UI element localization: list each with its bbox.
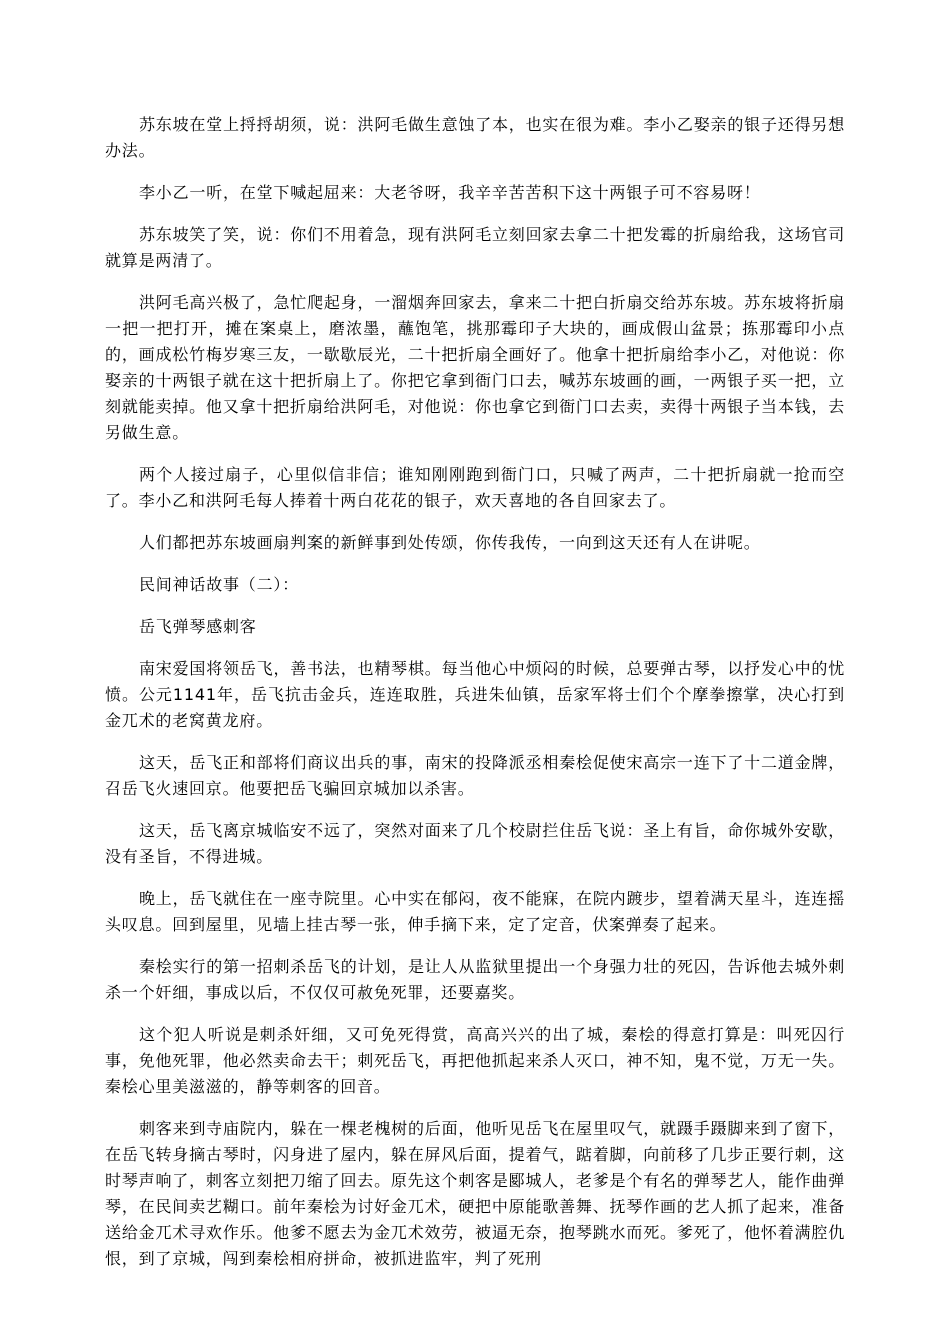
paragraph-5: 两个人接过扇子，心里似信非信；谁知刚刚跑到衙门口，只喊了两声，二十把折扇就一抢而空了。李小乙和洪阿毛每人捧着十两白花花的银子，欢天喜地的各自回家去了。: [105, 465, 845, 510]
story-title: 岳飞弹琴感刺客: [139, 617, 257, 636]
paragraph-1: 苏东坡在堂上捋捋胡须，说：洪阿毛做生意蚀了本，也实在很为难。李小乙娶亲的银子还得另想办法。: [105, 115, 845, 160]
paragraph-13: 秦桧实行的第一招刺杀岳飞的计划，是让人从监狱里提出一个身强力壮的死囚，告诉他去城外刺杀一个奸细，事成以后，不仅仅可赦免死罪，还要嘉奖。: [105, 957, 845, 1002]
paragraph-6: 人们都把苏东坡画扇判案的新鲜事到处传颂，你传我传，一向到这天还有人在讲呢。: [139, 533, 761, 552]
paragraph-12: 晚上，岳飞就住在一座寺院里。心中实在郁闷，夜不能寐，在院内踱步，望着满天星斗，连连摇头叹息。回到屋里，见墙上挂古琴一张，伸手摘下来，定了定音，伏案弹奏了起来。: [105, 889, 845, 934]
document-body: [105, 112, 845, 1272]
paragraph-10: 这天，岳飞正和部将们商议出兵的事，南宋的投降派丞相秦桧促使宋高宗一连下了十二道金牌，召岳飞火速回京。他要把岳飞骗回京城加以杀害。: [105, 753, 845, 798]
paragraph-4: 洪阿毛高兴极了，急忙爬起身，一溜烟奔回家去，拿来二十把白折扇交给苏东坡。苏东坡将折扇一把一把打开，摊在案桌上，磨浓墨，蘸饱笔，挑那霉印子大块的，画成假山盆景；拣那霉印小点的，画成松竹梅岁寒三友，一歇歇辰光，二十把折扇全画好了。他拿十把折扇给李小乙，对他说：你娶亲的十两银子就在这十把折扇上了。你把它拿到衙门口去，喊苏东坡画的画，一两银子买一把，立刻就能卖掉。他又拿十把折扇给洪阿毛，对他说：你也拿它到衙门口去卖，卖得十两银子当本钱，去另做生意。: [105, 293, 845, 442]
paragraph-9: 南宋爱国将领岳飞，善书法，也精琴棋。每当他心中烦闷的时候，总要弹古琴，以抒发心中的忧愤。公元1141年，岳飞抗击金兵，连连取胜，兵进朱仙镇，岳家军将士们个个摩拳擦掌，决心打到金兀术的老窝黄龙府。: [105, 659, 845, 730]
paragraph-15: 刺客来到寺庙院内，躲在一棵老槐树的后面，他听见岳飞在屋里叹气，就蹑手蹑脚来到了窗下，在岳飞转身摘古琴时，闪身进了屋内，躲在屏风后面，提着气，踮着脚，向前移了几步正要行刺，这时琴声响了，刺客立刻把刀缩了回去。原先这个刺客是郾城人，老爹是个有名的弹琴艺人，能作曲弹琴，在民间卖艺糊口。前年秦桧为讨好金兀术，硬把中原能歌善舞、抚琴作画的艺人抓了起来，准备送给金兀术寻欢作乐。他爹不愿去为金兀术效劳，被逼无奈，抱琴跳水而死。爹死了，他怀着满腔仇恨，到了京城，闯到秦桧相府拼命，被抓进监牢，判了死刑: [105, 1119, 845, 1268]
section-heading: 民间神话故事（二）：: [139, 575, 300, 594]
paragraph-11: 这天，岳飞离京城临安不远了，突然对面来了几个校尉拦住岳飞说：圣上有旨，命你城外安歇，没有圣旨，不得进城。: [105, 821, 845, 866]
paragraph-3: 苏东坡笑了笑，说：你们不用着急，现有洪阿毛立刻回家去拿二十把发霉的折扇给我，这场官司就算是两清了。: [105, 225, 845, 270]
paragraph-14: 这个犯人听说是刺杀奸细，又可免死得赏，高高兴兴的出了城，秦桧的得意打算是：叫死囚行事，免他死罪，他必然卖命去干；刺死岳飞，再把他抓起来杀人灭口，神不知，鬼不觉，万无一失。秦桧心里美滋滋的，静等刺客的回音。: [105, 1025, 845, 1096]
paragraph-2: 李小乙一听，在堂下喊起屈来：大老爷呀，我辛辛苦苦积下这十两银子可不容易呀！: [139, 183, 761, 202]
